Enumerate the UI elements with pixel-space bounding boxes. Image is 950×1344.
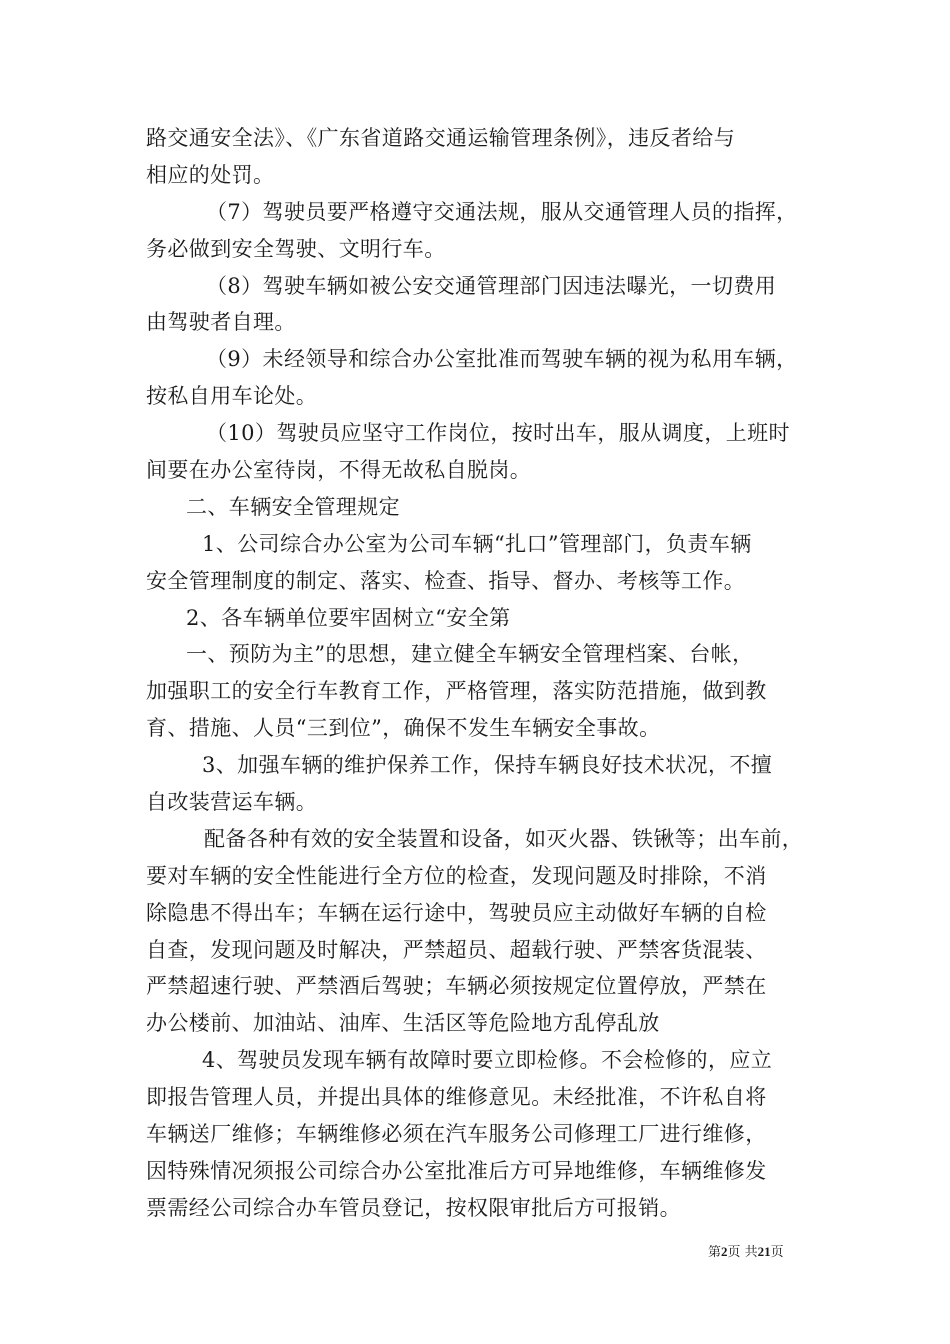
text-line: （9）未经领导和综合办公室批准而驾驶车辆的视为私用车辆， — [206, 347, 798, 372]
text-line: 相应的处罚。 — [146, 162, 275, 187]
text-line: 育、措施、人员“三到位”，确保不发生车辆安全事故。 — [146, 716, 661, 741]
text-line: 务必做到安全驾驶、文明行车。 — [146, 236, 446, 261]
footer-prefix: 第 — [708, 1245, 722, 1260]
text-line: 除隐患不得出车；车辆在运行途中，驾驶员应主动做好车辆的自检 — [146, 900, 767, 925]
text-line: 车辆送厂维修；车辆维修必须在汽车服务公司修理工厂进行维修， — [146, 1122, 767, 1147]
document-body — [146, 120, 812, 1227]
text-line: 要对车辆的安全性能进行全方位的检查，发现问题及时排除，不消 — [146, 863, 767, 888]
total-pages: 21 — [757, 1244, 771, 1259]
text-line: 因特殊情况须报公司综合办公室批准后方可异地维修，车辆维修发 — [146, 1158, 767, 1183]
text-line: 2、各车辆单位要牢固树立“安全第 — [186, 605, 511, 630]
text-line: 间要在办公室待岗，不得无故私自脱岗。 — [146, 458, 532, 483]
section-heading: 二、车辆安全管理规定 — [186, 494, 400, 519]
text-line: 即报告管理人员，并提出具体的维修意见。未经批准，不许私自将 — [146, 1085, 767, 1110]
text-line: （10）驾驶员应坚守工作岗位，按时出车，服从调度，上班时 — [206, 421, 790, 446]
footer-middle: 页 共 — [727, 1245, 758, 1260]
text-line: 按私自用车论处。 — [146, 384, 318, 409]
text-line: 自查，发现问题及时解决，严禁超员、超载行驶、严禁客货混装、 — [146, 937, 767, 962]
text-line: 加强职工的安全行车教育工作，严格管理，落实防范措施，做到教 — [146, 679, 767, 704]
text-line: 一、预防为主”的思想，建立健全车辆安全管理档案、台帐， — [186, 642, 754, 667]
text-line: 路交通安全法》、《广东省道路交通运输管理条例》，违反者给与 — [146, 126, 736, 150]
text-line: 安全管理制度的制定、落实、检查、指导、督办、考核等工作。 — [146, 568, 746, 593]
text-line: 配备各种有效的安全装置和设备，如灭火器、铁锹等；出车前， — [204, 826, 804, 851]
text-line: （8）驾驶车辆如被公安交通管理部门因违法曝光，一切费用 — [206, 273, 777, 298]
text-line: 1、公司综合办公室为公司车辆“扎口”管理部门，负责车辆 — [202, 531, 752, 556]
text-line: 严禁超速行驶、严禁酒后驾驶；车辆必须按规定位置停放，严禁在 — [146, 974, 767, 999]
text-line: 办公楼前、加油站、油库、生活区等危险地方乱停乱放 — [146, 1011, 660, 1036]
text-line: 票需经公司综合办车管员登记，按权限审批后方可报销。 — [146, 1195, 681, 1220]
text-line: 4、驾驶员发现车辆有故障时要立即检修。不会检修的，应立 — [202, 1048, 773, 1073]
text-line: 自改装营运车辆。 — [146, 790, 318, 815]
text-line: 由驾驶者自理。 — [146, 310, 296, 335]
text-line: 3、加强车辆的维护保养工作，保持车辆良好技术状况，不擅 — [202, 753, 773, 778]
text-line: （7）驾驶员要严格遵守交通法规，服从交通管理人员的指挥， — [206, 199, 798, 224]
page-number: 2 — [721, 1244, 728, 1259]
footer-suffix: 页 — [770, 1245, 784, 1260]
page-footer — [708, 1244, 784, 1261]
